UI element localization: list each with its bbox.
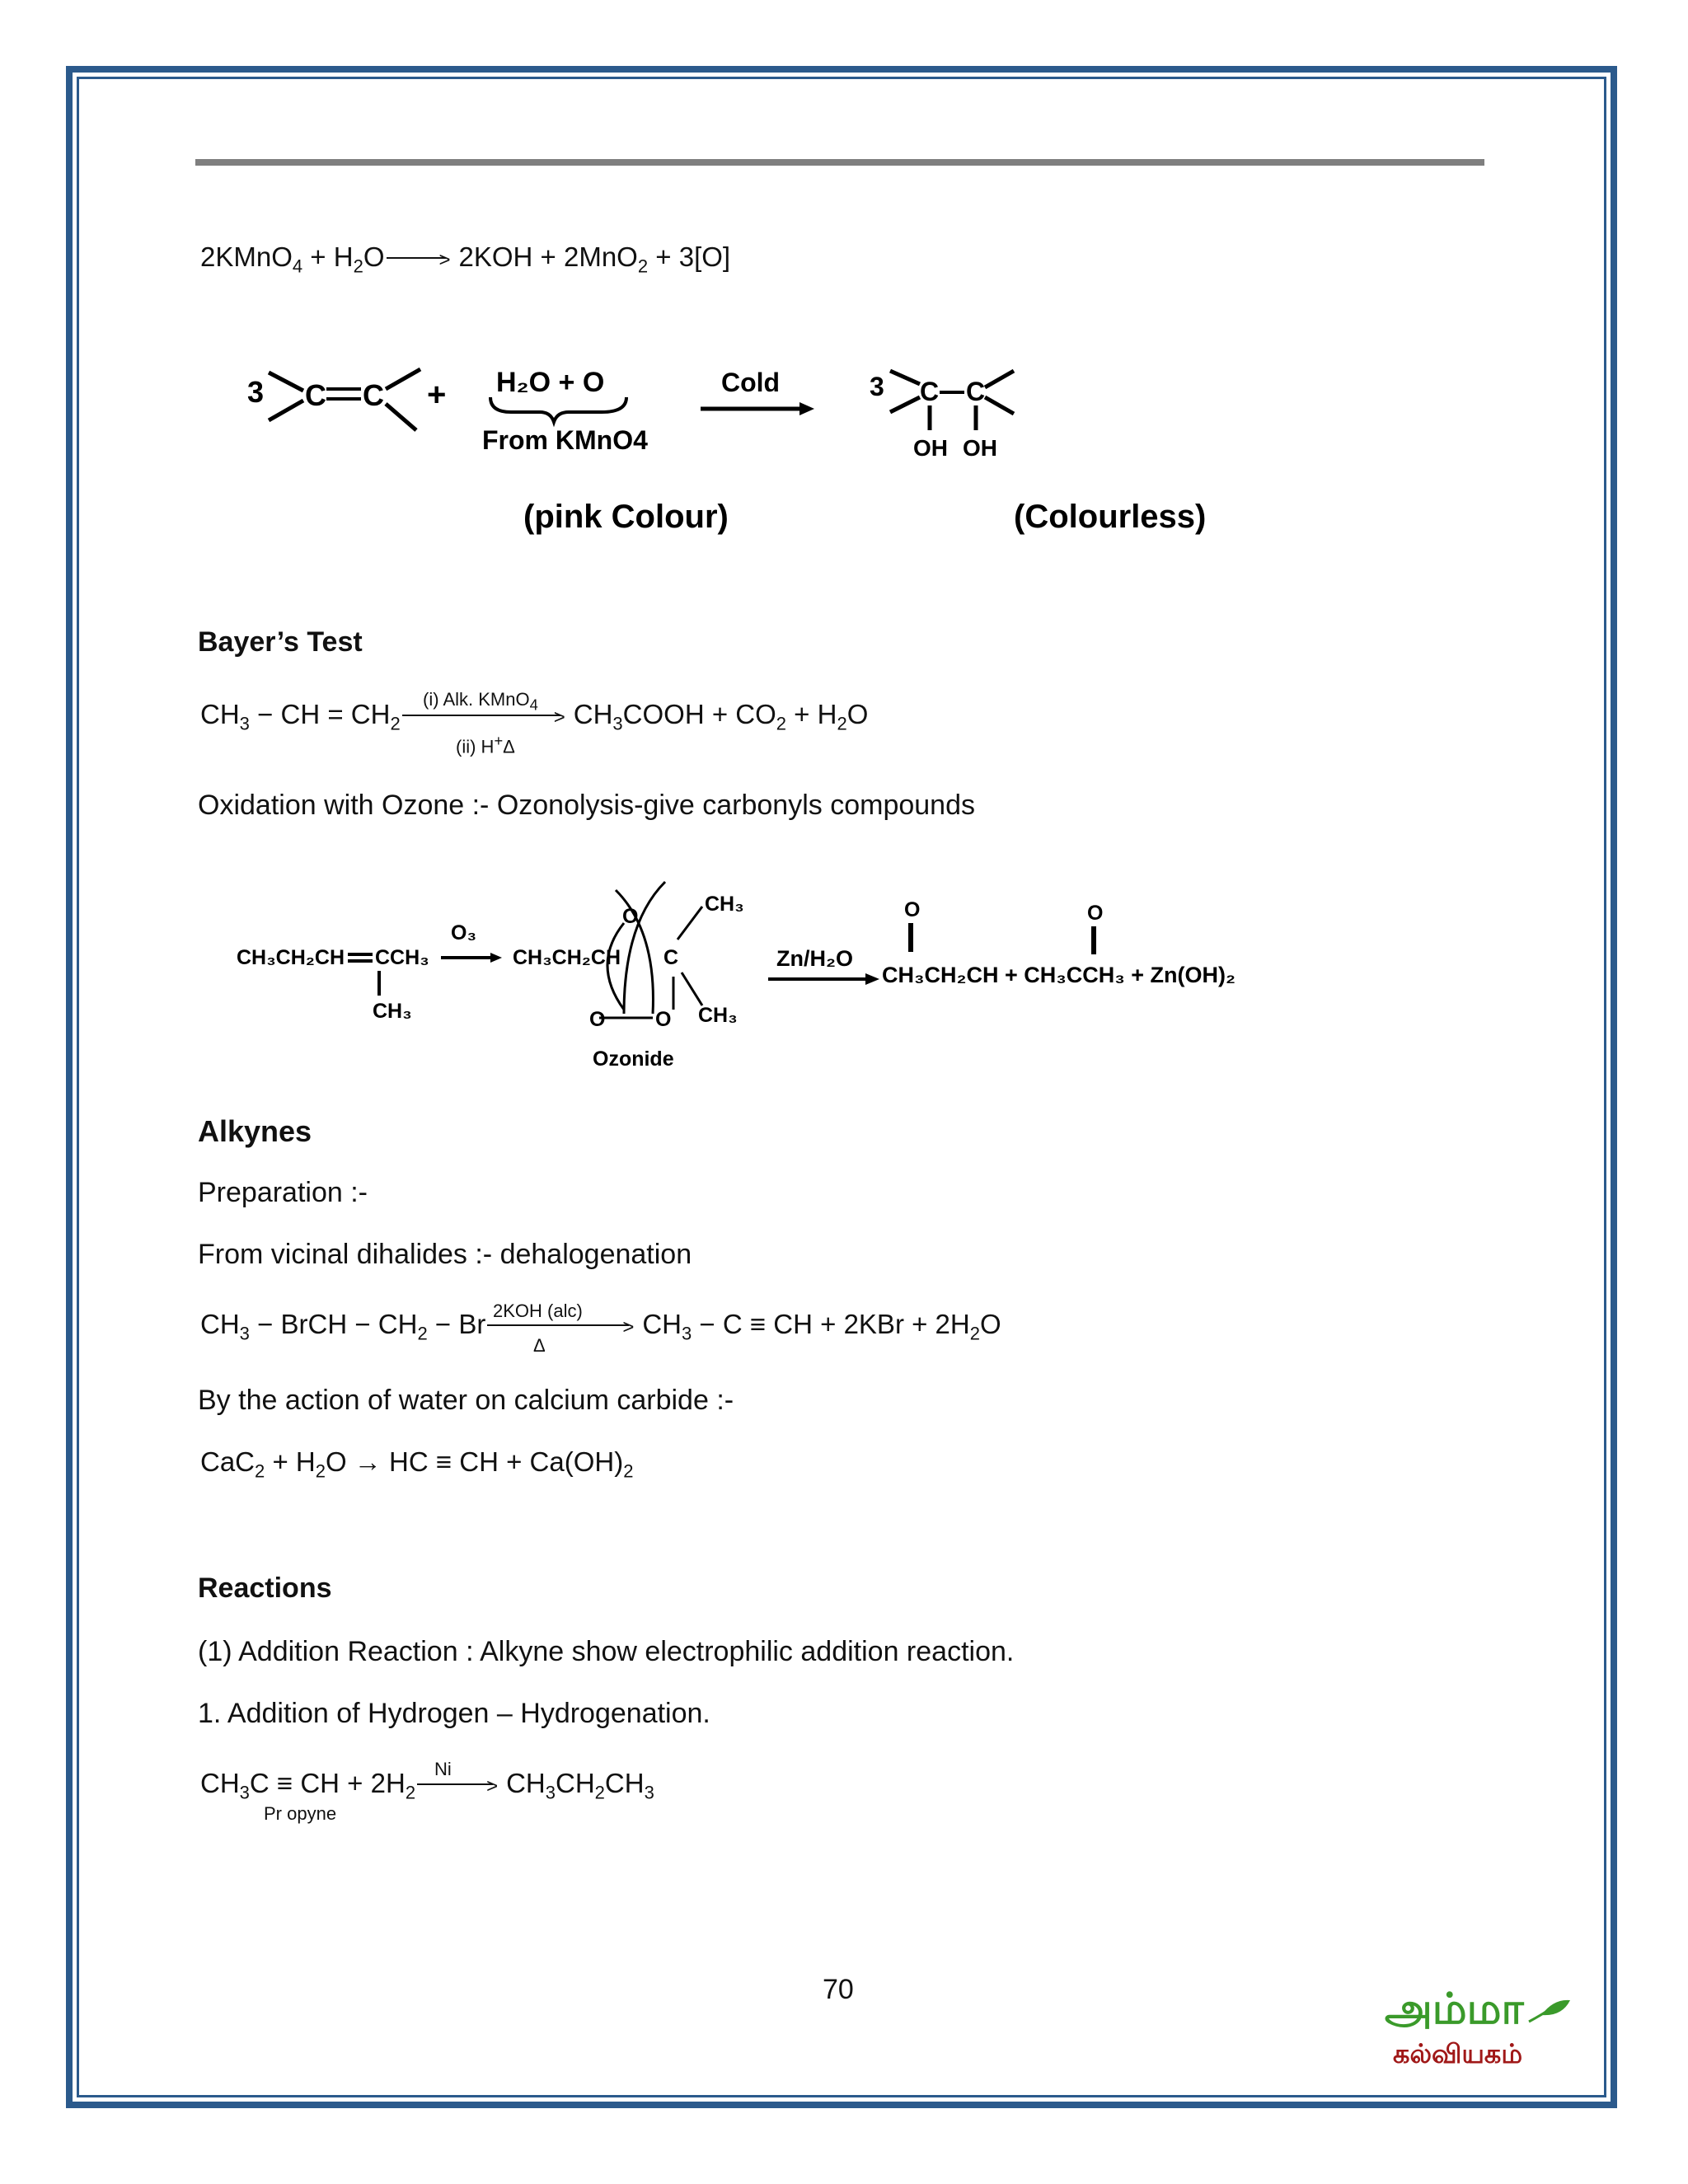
cold-condition: Cold (721, 368, 781, 397)
carbide-equation: $CaC_2 + H_2O$ → HC ≡ CH + $Ca(OH)_2$ (200, 1446, 634, 1482)
svg-text:Zn/H₂O: Zn/H₂O (776, 946, 853, 971)
svg-text:CH₃CH₂CH: CH₃CH₂CH (513, 946, 621, 969)
page-number: 70 (823, 1974, 854, 2005)
logo-line1: அம்மா (1385, 1985, 1524, 2034)
oh-right: OH (963, 435, 997, 461)
svg-text:O: O (904, 898, 921, 921)
reagent-source: From KMnO4 (482, 425, 648, 455)
addition-text: (1) Addition Reaction : Alkyne show electrophilic addition reaction. (198, 1636, 1015, 1667)
ozonolysis-diagram (237, 874, 1308, 1080)
header-rule (195, 159, 1484, 166)
amma-kalviyagam-logo (1385, 1982, 1574, 2077)
svg-text:C: C (363, 378, 384, 412)
reactions-heading: Reactions (198, 1572, 332, 1604)
bayer-reagent-bottom: (ii) H+Δ (456, 732, 515, 757)
svg-text:C: C (920, 377, 940, 406)
svg-text:+: + (427, 377, 447, 413)
hydroxylation-diagram (239, 354, 1475, 544)
oh-left: OH (913, 435, 948, 461)
svg-text:O: O (622, 905, 639, 928)
svg-text:C: C (966, 377, 986, 406)
svg-text:C: C (663, 946, 679, 969)
hydrogenation-equation: $CH_3C$ ≡ CH + $2H_2 > CH_3CH_2CH_3$ (200, 1768, 654, 1803)
svg-text:CH₃CH₂CH + CH₃CCH₃ + Zn(OH)₂: CH₃CH₂CH + CH₃CCH₃ + Zn(OH)₂ (882, 963, 1236, 987)
svg-text:O: O (1087, 902, 1104, 925)
colourless-label: (Colourless) (1014, 499, 1207, 535)
bayer-equation: $CH_3$ − CH = $CH_2$ > $CH_3COOH + CO_2 + H_2O$ (200, 699, 869, 734)
alkynes-heading: Alkynes (198, 1114, 312, 1148)
coef-right: 3 (870, 372, 884, 401)
dehalogenation-equation: $CH_3$ − BrCH − $CH_2 - Br > CH_3 - C$ ≡ CH + $2KBr + 2H_2O$ (200, 1309, 1001, 1344)
coef-left: 3 (247, 375, 265, 409)
carbide-text: By the action of water on calcium carbide :- (198, 1385, 734, 1416)
vicinal-text: From vicinal dihalides :- dehalogenation (198, 1239, 692, 1270)
preparation-text: Preparation :- (198, 1177, 368, 1208)
kmno4-equation: 2KMnO$_4$ + $H_2O > 2KOH + 2MnO_2 + 3[O]$ (200, 241, 731, 277)
svg-text:CH₃: CH₃ (373, 1000, 412, 1023)
dehal-reagent-top: 2KOH (alc) (493, 1301, 583, 1321)
propyne-label: Pr opyne (264, 1803, 337, 1824)
svg-text:O: O (655, 1008, 672, 1031)
logo-line2: கல்வியகம் (1393, 2038, 1523, 2069)
svg-text:CH₃: CH₃ (705, 893, 744, 916)
ozonide-label: Ozonide (593, 1047, 674, 1071)
svg-text:CH₃CH₂CH: CH₃CH₂CH (237, 946, 345, 969)
pink-colour-label: (pink Colour) (523, 499, 729, 535)
bayer-test-heading: Bayer’s Test (198, 626, 363, 658)
svg-text:C: C (305, 378, 326, 412)
reagent-water-oxygen: H₂O + O (496, 367, 605, 398)
svg-text:O₃: O₃ (451, 921, 477, 944)
dehal-reagent-bottom: Δ (533, 1335, 546, 1356)
ozone-text: Oxidation with Ozone :- Ozonolysis-give carbonyls compounds (198, 790, 975, 821)
svg-text:CH₃: CH₃ (698, 1004, 738, 1027)
svg-text:O: O (589, 1008, 606, 1031)
bayer-reagent-top: (i) Alk. KMnO$_4$ (423, 689, 538, 714)
hydro-catalyst: Ni (434, 1759, 452, 1779)
svg-text:CCH₃: CCH₃ (375, 946, 429, 969)
hydrogenation-text: 1. Addition of Hydrogen – Hydrogenation. (198, 1698, 710, 1729)
